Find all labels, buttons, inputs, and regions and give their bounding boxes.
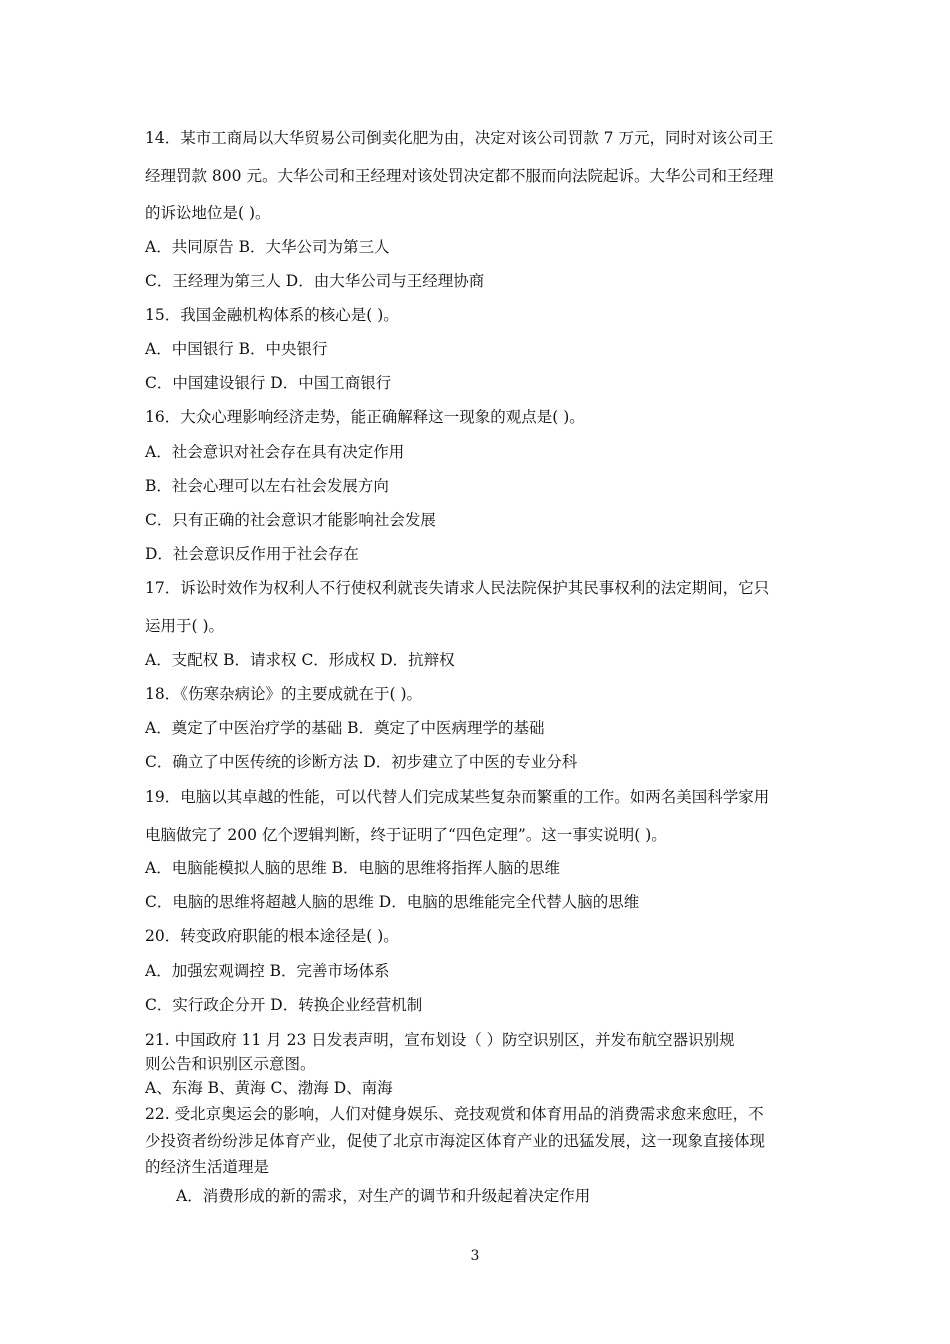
question-18-option-line-2: C．确立了中医传统的诊断方法 D．初步建立了中医的专业分科: [145, 753, 578, 771]
question-22-line-2: 少投资者纷纷涉足体育产业，促使了北京市海淀区体育产业的迅猛发展，这一现象直接体现: [145, 1132, 766, 1150]
question-20-option-line-2: C．实行政企分开 D．转换企业经营机制: [145, 996, 423, 1014]
page-number: 3: [470, 1248, 480, 1264]
question-20-line-1: 20．转变政府职能的根本途径是( )。: [145, 927, 399, 945]
question-14-line-2: 经理罚款 800 元。大华公司和王经理对该处罚决定都不服而向法院起诉。大华公司和王经理: [145, 167, 774, 185]
question-15-line-1: 15．我国金融机构体系的核心是( )。: [145, 306, 399, 324]
question-21-option-line-1: A、东海 B、黄海 C、渤海 D、南海: [145, 1079, 393, 1097]
question-19-line-2: 电脑做完了 200 亿个逻辑判断，终于证明了“四色定理”。这一事实说明( )。: [145, 826, 667, 844]
question-14-line-1: 14．某市工商局以大华贸易公司倒卖化肥为由，决定对该公司罚款 7 万元，同时对该公司王: [145, 129, 774, 147]
question-15-option-line-1: A．中国银行 B．中央银行: [145, 340, 328, 358]
question-22-line-3: 的经济生活道理是: [145, 1158, 270, 1176]
question-14-option-line-1: A．共同原告 B．大华公司为第三人: [145, 238, 390, 256]
question-17-option-line-1: A．支配权 B．请求权 C．形成权 D．抗辩权: [145, 651, 455, 669]
question-17-line-1: 17．诉讼时效作为权利人不行使权利就丧失请求人民法院保护其民事权利的法定期间，它只: [145, 579, 770, 597]
question-19-option-line-2: C．电脑的思维将超越人脑的思维 D．电脑的思维能完全代替人脑的思维: [145, 893, 640, 911]
question-16-option-a: A．社会意识对社会存在具有决定作用: [145, 443, 405, 461]
question-22-option-a: A．消费形成的新的需求，对生产的调节和升级起着决定作用: [176, 1187, 591, 1205]
question-19-option-line-1: A．电脑能模拟人脑的思维 B．电脑的思维将指挥人脑的思维: [145, 859, 561, 877]
question-14-line-3: 的诉讼地位是( )。: [145, 204, 271, 222]
question-19-line-1: 19．电脑以其卓越的性能，可以代替人们完成某些复杂而繁重的工作。如两名美国科学家用: [145, 788, 770, 806]
question-15-option-line-2: C．中国建设银行 D．中国工商银行: [145, 374, 392, 392]
question-16-option-c: C．只有正确的社会意识才能影响社会发展: [145, 511, 436, 529]
question-22-line-1: 22. 受北京奥运会的影响，人们对健身娱乐、竞技观赏和体育用品的消费需求愈来愈旺，不: [145, 1105, 764, 1123]
question-14-option-line-2: C．王经理为第三人 D．由大华公司与王经理协商: [145, 272, 485, 290]
question-18-line-1: 18．《伤寒杂病论》的主要成就在于( )。: [145, 685, 422, 703]
question-18-option-line-1: A．奠定了中医治疗学的基础 B．奠定了中医病理学的基础: [145, 719, 545, 737]
question-20-option-line-1: A．加强宏观调控 B．完善市场体系: [145, 962, 390, 980]
question-17-line-2: 运用于( )。: [145, 617, 225, 635]
question-21-line-2: 则公告和识别区示意图。: [145, 1055, 316, 1073]
question-16-option-d: D．社会意识反作用于社会存在: [145, 545, 359, 563]
question-21-line-1: 21. 中国政府 11 月 23 日发表声明，宣布划设（ ）防空识别区，并发布航空器识别规: [145, 1031, 735, 1049]
question-16-line-1: 16．大众心理影响经济走势，能正确解释这一现象的观点是( )。: [145, 408, 585, 426]
question-16-option-b: B．社会心理可以左右社会发展方向: [145, 477, 389, 495]
